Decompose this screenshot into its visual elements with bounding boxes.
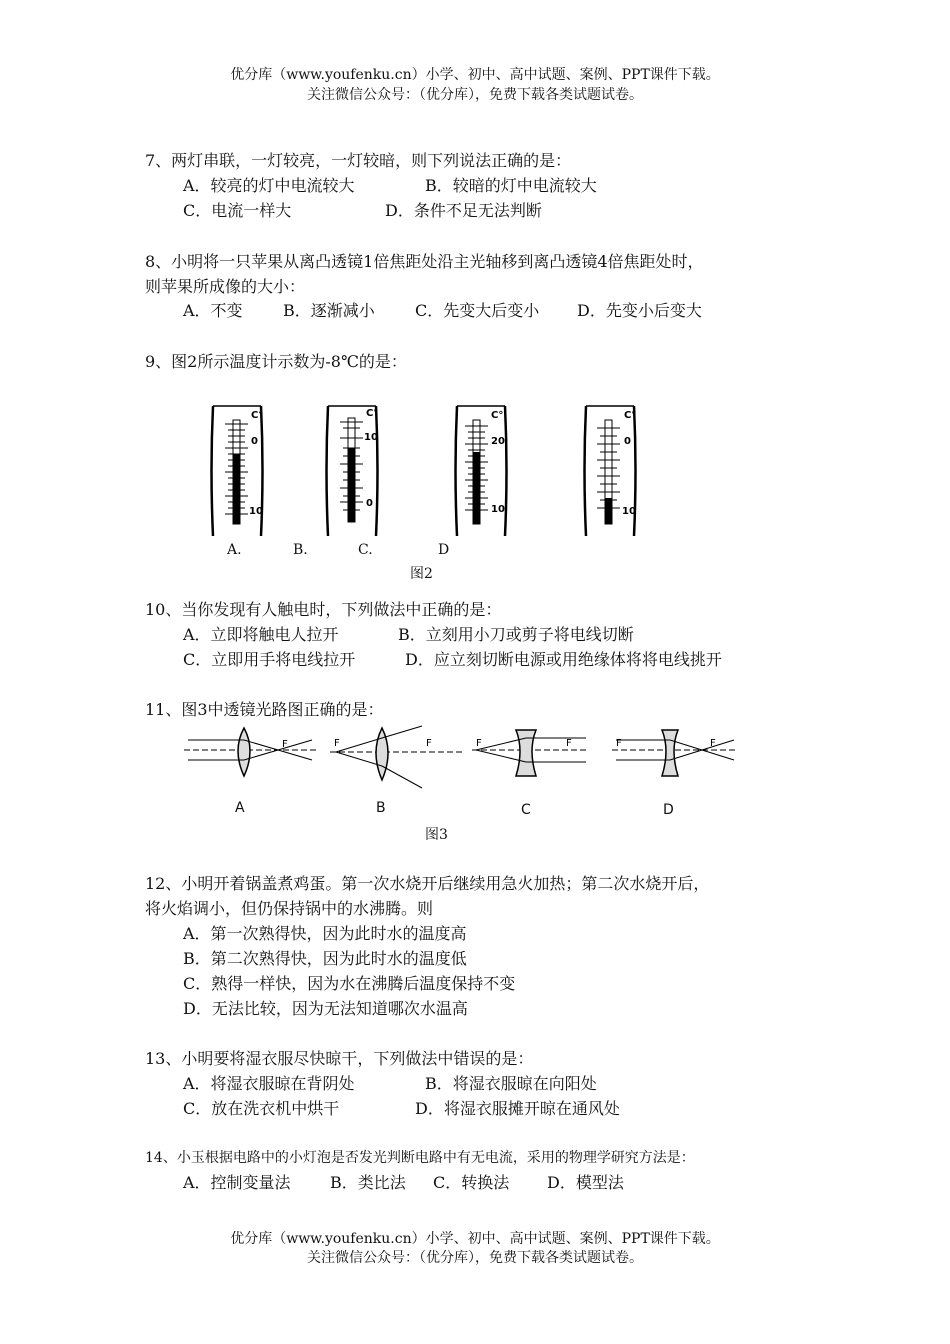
q12-option-c: C．熟得一样快，因为水在沸腾后温度保持不变	[183, 974, 516, 993]
q12-option-b: B．第二次熟得快，因为此时水的温度低	[183, 949, 467, 968]
q10-option-b: B．立刻用小刀或剪子将电线切断	[398, 625, 634, 644]
thermometer-a	[207, 400, 267, 540]
q8-stem-line1: 8、小明将一只苹果从离凸透镜1倍焦距处沿主光轴移到离凸透镜4倍焦距处时，	[145, 252, 704, 271]
q8-option-c: C．先变大后变小	[415, 301, 540, 320]
q8-option-a: A．不变	[183, 301, 243, 320]
q9-stem: 9、图2所示温度计示数为-8℃的是：	[145, 352, 407, 371]
fig2-caption: 图2	[410, 566, 433, 582]
page-footer-line2: 关注微信公众号：（优分库），免费下载各类试题试卷。	[307, 1250, 643, 1266]
q11-stem: 11、图3中透镜光路图正确的是：	[145, 700, 384, 719]
fig3-caption: 图3	[425, 827, 448, 843]
lens-d-focus-right: F	[710, 738, 716, 749]
lens-diagram-c	[472, 726, 592, 790]
thermometer-b-unit: C°	[366, 408, 379, 419]
lens-a-focus-label: F	[282, 739, 288, 750]
q10-option-a: A．立即将触电人拉开	[183, 625, 339, 644]
thermometer-c-bottom-label: 10	[491, 504, 505, 515]
q12-stem-line2: 将火焰调小，但仍保持锅中的水沸腾。则	[145, 899, 434, 918]
thermometer-d-bottom-label: 10	[622, 506, 636, 517]
fig3-label-a: A	[235, 800, 245, 816]
thermometer-a-bottom-label: 10	[249, 506, 263, 517]
q14-option-a: A．控制变量法	[183, 1173, 291, 1192]
thermometer-c-unit: C°	[491, 410, 504, 421]
lens-b-focus-left: F	[334, 738, 340, 749]
q14-option-b: B．类比法	[330, 1173, 406, 1192]
lens-diagram-b	[330, 726, 466, 790]
fig3-label-d: D	[663, 802, 674, 818]
q8-option-b: B．逐渐减小	[283, 301, 375, 320]
q7-option-b: B．较暗的灯中电流较大	[425, 176, 597, 195]
lens-c-focus-right: F	[566, 738, 572, 749]
lens-diagram-a	[184, 726, 320, 790]
thermometer-b	[322, 400, 382, 540]
thermometer-d-unit: C°	[624, 410, 637, 421]
thermometer-c-top-label: 20	[491, 436, 505, 447]
page-header-line1: 优分库（www.youfenku.cn）小学、初中、高中试题、案例、PPT课件下载。	[230, 67, 720, 83]
thermometer-b-top-label: 10	[364, 432, 378, 443]
q7-option-d: D．条件不足无法判断	[385, 201, 542, 220]
q10-option-d: D．应立刻切断电源或用绝缘体将将电线挑开	[405, 650, 722, 669]
fig2-label-c: C.	[358, 542, 373, 558]
lens-diagram-d	[612, 726, 738, 790]
q8-stem-line2: 则苹果所成像的大小：	[145, 277, 306, 296]
page-footer-line1: 优分库（www.youfenku.cn）小学、初中、高中试题、案例、PPT课件下载。	[230, 1231, 720, 1247]
q7-stem: 7、两灯串联，一灯较亮，一灯较暗，则下列说法正确的是：	[145, 151, 572, 170]
lens-d-focus-left: F	[616, 738, 622, 749]
thermometer-a-unit: C°	[251, 410, 264, 421]
lens-c-focus-left: F	[476, 738, 482, 749]
thermometer-a-top-label: 0	[251, 436, 258, 447]
q14-option-c: C．转换法	[433, 1173, 510, 1192]
q10-stem: 10、当你发现有人触电时，下列做法中正确的是：	[145, 600, 502, 619]
q12-option-d: D．无法比较，因为无法知道哪次水温高	[183, 999, 468, 1018]
thermometer-d-top-label: 0	[624, 436, 631, 447]
q13-option-b: B．将湿衣服晾在向阳处	[425, 1074, 597, 1093]
lens-b-focus-right: F	[426, 738, 432, 749]
q12-stem-line1: 12、小明开着锅盖煮鸡蛋。第一次水烧开后继续用急火加热；第二次水烧开后，	[145, 874, 710, 893]
fig3-label-b: B	[376, 800, 386, 816]
q7-option-a: A．较亮的灯中电流较大	[183, 176, 355, 195]
q10-option-c: C．立即用手将电线拉开	[183, 650, 356, 669]
fig2-label-d: D	[438, 542, 450, 558]
q13-option-d: D．将湿衣服摊开晾在通风处	[415, 1099, 620, 1118]
thermometer-c	[451, 400, 511, 540]
thermometer-d	[580, 400, 640, 540]
q8-option-d: D．先变小后变大	[577, 301, 702, 320]
fig2-label-a: A.	[227, 542, 242, 558]
fig3-label-c: C	[521, 802, 531, 818]
q13-option-c: C．放在洗衣机中烘干	[183, 1099, 340, 1118]
page-header-line2: 关注微信公众号：（优分库），免费下载各类试题试卷。	[307, 87, 643, 103]
fig2-label-b: B.	[293, 542, 308, 558]
q13-stem: 13、小明要将湿衣服尽快晾干，下列做法中错误的是：	[145, 1049, 534, 1068]
thermometer-b-bottom-label: 0	[366, 498, 373, 509]
q7-option-c: C．电流一样大	[183, 201, 292, 220]
q14-option-d: D．模型法	[547, 1173, 624, 1192]
q14-stem: 14、小玉根据电路中的小灯泡是否发光判断电路中有无电流，采用的物理学研究方法是：	[145, 1150, 695, 1166]
q13-option-a: A．将湿衣服晾在背阴处	[183, 1074, 355, 1093]
q12-option-a: A．第一次熟得快，因为此时水的温度高	[183, 924, 467, 943]
